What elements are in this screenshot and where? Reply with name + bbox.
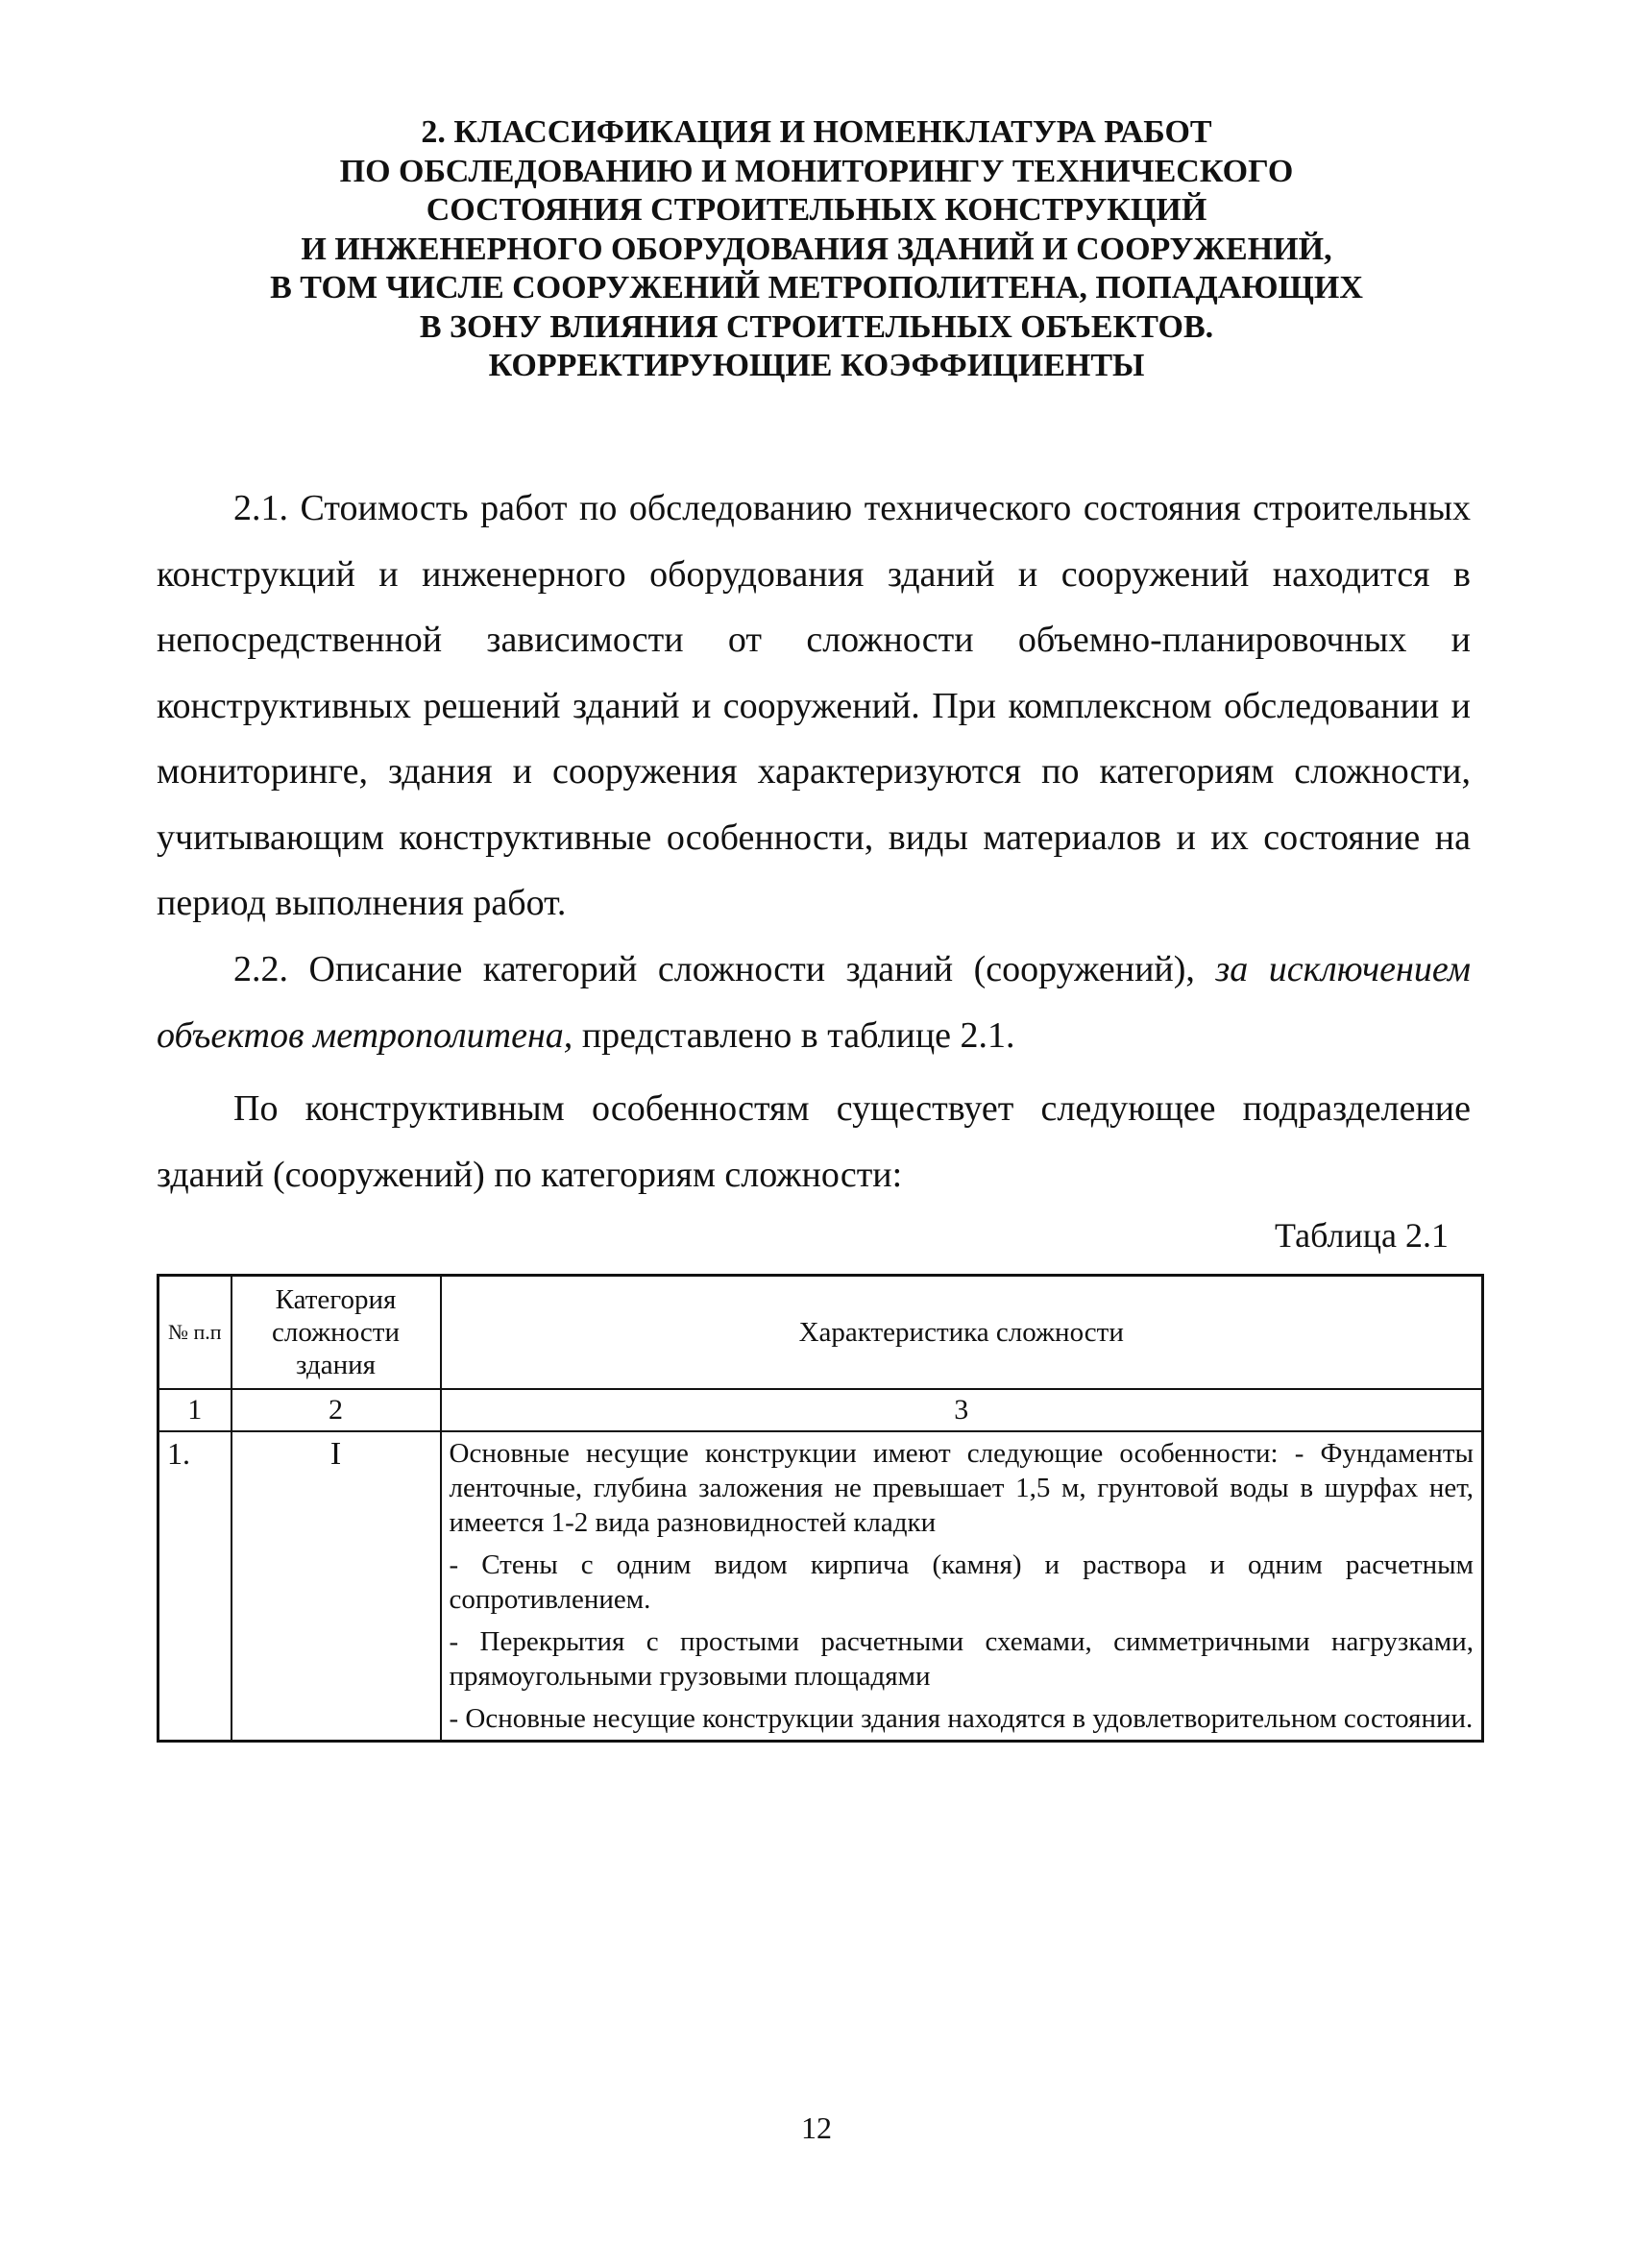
- paragraph-2-1: 2.1. Стоимость работ по обследованию технического состояния строительных конструкций и инженерного оборудования зданий и сооружений находится в непосредственной зависимости от сложности объемно-планировочных и конструктивных решений зданий и сооружений. При комплексном обследовании и мониторинге, здания и сооружения характеризуются по категориям сложности, учитывающим конструктивные особенности, виды материалов и их состояние на период выполнения работ.: [157, 488, 1471, 923]
- header-num: № п.п: [158, 1276, 232, 1390]
- row-category: I: [232, 1431, 441, 1742]
- table-header-row: [158, 1276, 1483, 1390]
- page-number: 12: [801, 2110, 832, 2145]
- heading-line: В ЗОНУ ВЛИЯНИЯ СТРОИТЕЛЬНЫХ ОБЪЕКТОВ.: [419, 308, 1214, 345]
- column-number-row: [158, 1389, 1483, 1431]
- paragraph-2-2: [157, 937, 1471, 1068]
- heading-line: ПО ОБСЛЕДОВАНИЮ И МОНИТОРИНГУ ТЕХНИЧЕСКОГО: [339, 153, 1294, 189]
- heading-line: В ТОМ ЧИСЛЕ СООРУЖЕНИЙ МЕТРОПОЛИТЕНА, ПОПАДАЮЩИХ: [270, 270, 1363, 305]
- heading-line: СОСТОЯНИЯ СТРОИТЕЛЬНЫХ КОНСТРУКЦИЙ: [426, 192, 1207, 228]
- characteristic-item: - Стены с одним видом кирпича (камня) и раствора и одним расчетным сопротивлением.: [449, 1549, 1474, 1615]
- paragraph-2-2-start: 2.2. Описание категорий сложности зданий (сооружений),: [233, 949, 1216, 989]
- column-number: 3: [441, 1389, 1483, 1431]
- paragraph-subdivision: По конструктивным особенностям существует следующее подразделение зданий (сооружений) по категориям сложности:: [157, 1088, 1471, 1195]
- characteristic-item: - Основные несущие конструкции здания находятся в удовлетворительном состоянии.: [449, 1703, 1474, 1734]
- complexity-table: [157, 1274, 1484, 1743]
- header-characteristic: Характеристика сложности: [441, 1276, 1483, 1390]
- header-category: Категория сложности здания: [232, 1276, 441, 1390]
- heading-line: 2. КЛАССИФИКАЦИЯ И НОМЕНКЛАТУРА РАБОТ: [421, 114, 1212, 150]
- paragraph-2-2-end: представлено в таблице 2.1.: [573, 1014, 1015, 1056]
- characteristic-item: Основные несущие конструкции имеют следующие особенности: - Фундаменты ленточные, глубина заложения не превышает 1,5 м, грунтовой воды в шурфах нет, имеется 1-2 вида разновидностей кладки: [449, 1438, 1474, 1538]
- column-number: 1: [158, 1389, 232, 1431]
- paragraph-2-2-italic: за исключением объектов метрополитена,: [157, 949, 1472, 1056]
- section-heading: [0, 113, 1633, 386]
- heading-line: КОРРЕКТИРУЮЩИЕ КОЭФФИЦИЕНТЫ: [488, 348, 1145, 383]
- table-caption: Таблица 2.1: [1275, 1216, 1449, 1255]
- column-number: 2: [232, 1389, 441, 1431]
- row-characteristic: [441, 1431, 1483, 1742]
- characteristic-item: - Перекрытия с простыми расчетными схемами, симметричными нагрузками, прямоугольными грузовыми площадями: [449, 1626, 1474, 1692]
- table-row: [158, 1431, 1483, 1742]
- heading-line: И ИНЖЕНЕРНОГО ОБОРУДОВАНИЯ ЗДАНИЙ И СООРУЖЕНИЙ,: [301, 231, 1332, 267]
- row-number: 1.: [158, 1431, 232, 1742]
